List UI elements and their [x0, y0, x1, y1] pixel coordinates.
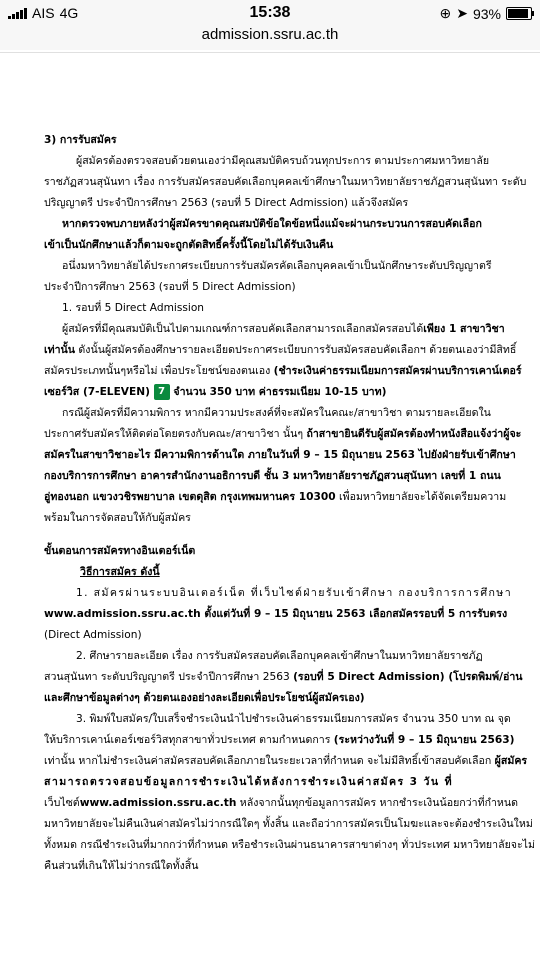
doc-line: ผู้สมัครต้องตรวจสอบด้วยตนเองว่ามีคุณสมบัติครบถ้วนทุกประการ ตามประกาศมหาวิทยาลัย [76, 155, 490, 167]
doc-text-bold: จำนวน 350 บาท ค่าธรรมเนียม 10-15 บาท) [173, 386, 387, 398]
doc-text-bold: ผู้สมัคร [494, 755, 528, 767]
battery-fill [508, 9, 528, 18]
status-bar [0, 0, 540, 28]
doc-text: ดังนั้นผู้สมัครต้องศึกษารายละเอียดประกาศระเบียบการรับสมัครสอบคัดเลือกฯ ด้วยตนเองว่ามีสิทธิ์ [78, 344, 517, 356]
battery-percent: 93% [472, 5, 501, 22]
step-line: คืนส่วนที่เกินให้ไม่ว่ากรณีใดทั้งสิ้น [44, 860, 199, 872]
document-body [0, 130, 540, 877]
doc-line [0, 424, 540, 445]
doc-line: อนึ่งมหาวิทยาลัยได้ประกาศระเบียบการรับสมัครคัดเลือกบุคคลเข้าเป็นนักศึกษาระดับปริญญาตรี [62, 260, 492, 272]
doc-line: กรณีผู้สมัครที่มีความพิการ หากมีความประสงค์ที่จะสมัครในคณะ/สาขาวิชา ตามรายละเอียดใน [62, 407, 491, 419]
doc-line: สมัครในสาขาวิชาอะไร มีความพิการด้านใด ภายในวันที่ 9 – 15 มิถุนายน 2563 ไปยังฝ่ายรับเข้าศึกษา [44, 449, 516, 461]
step-line [0, 751, 540, 772]
doc-line [0, 487, 540, 508]
doc-text: เท่านั้น หากไม่ชำระเงินค่าสมัครสอบคัดเลือกภายในระยะเวลาที่กำหนด จะไม่มีสิทธิ์เข้าสอบคัดเลือก [44, 755, 492, 767]
doc-text-bold: (ชำระเงินค่าธรรมเนียมการสมัครผ่านบริการเคาน์เตอร์ [273, 365, 522, 377]
step-line: และศึกษาข้อมูลต่างๆ ด้วยตนเองอย่างละเอียดเพื่อประโยชน์ผู้สมัครเอง) [44, 692, 365, 704]
toolbar-divider [0, 52, 540, 53]
method-heading: วิธีการสมัคร ดังนี้ [80, 566, 160, 578]
doc-line [0, 382, 540, 403]
doc-line: พร้อมในการจัดสอบให้กับผู้สมัคร [44, 512, 191, 524]
doc-line: ปริญญาตรี ประจำปีการศึกษา 2563 (รอบที่ 5 Direct Admission) แล้วจึงสมัคร [44, 197, 409, 209]
battery-icon [506, 7, 532, 20]
doc-text: สวนสุนันทา ระดับปริญญาตรี ประจำปีการศึกษา 2563 [44, 671, 290, 683]
step-line: 2. ศึกษารายละเอียด เรื่อง การรับสมัครสอบคัดเลือกบุคคลเข้าศึกษาในมหาวิทยาลัยราชภัฏ [76, 650, 483, 662]
warning-line: เข้าเป็นนักศึกษาแล้วก็ตามจะถูกตัดสิทธิ์ครั้งนี้โดยไม่ได้รับเงินคืน [44, 239, 334, 251]
carrier-label: AIS [32, 5, 55, 21]
step-line: สามารถตรวจสอบข้อมูลการชำระเงินได้หลังการชำระเงินค่าสมัคร 3 วัน ที่ [44, 776, 453, 788]
step-line [0, 667, 540, 688]
url-text: admission.ssru.ac.th [201, 26, 339, 43]
network-label: 4G [59, 5, 79, 21]
doc-text: เว็บไซต์ [44, 797, 80, 809]
step-line [0, 730, 540, 751]
clock: 15:38 [249, 4, 291, 21]
doc-text-bold: เพียง 1 สาขาวิชา [423, 323, 505, 335]
doc-text: สมัครประเภทนั้นๆหรือไม่ เพื่อประโยชน์ของตนเอง [44, 365, 271, 377]
doc-line: กองบริการการศึกษา อาคารสำนักงานอธิการบดี ชั้น 3 มหาวิทยาลัยราชภัฏสวนสุนันทา เลขที่ 1 ถนน [44, 470, 501, 482]
doc-line: ราชภัฏสวนสุนันทา เรื่อง การรับสมัครสอบคัดเลือกบุคคลเข้าศึกษาในมหาวิทยาลัยราชภัฏสวนสุนันทา ระดับ [44, 176, 527, 188]
location-arrow-icon: ➤ [456, 5, 468, 21]
procedure-heading: ขั้นตอนการสมัครทางอินเตอร์เน็ต [44, 545, 196, 557]
step-line: 3. พิมพ์ใบสมัคร/ใบเสร็จชำระเงินนำไปชำระเงินค่าธรรมเนียมการสมัคร จำนวน 350 บาท ณ จุด [76, 713, 511, 725]
doc-text-bold: (ระหว่างวันที่ 9 – 15 มิถุนายน 2563) [333, 734, 515, 746]
doc-text: หลังจากนั้นทุกข้อมูลการสมัคร หากชำระเงินน้อยกว่าที่กำหนด [239, 797, 519, 809]
doc-text-bold: ถ้าสาขายินดีรับผู้สมัครต้องทำหนังสือแจ้งว่าผู้จะ [306, 428, 522, 440]
step-line: ทั้งหมด กรณีชำระเงินที่มากกว่าที่กำหนด หรือชำระเงินผ่านธนาคารสาขาต่างๆ ทั่วประเทศ มหาวิทยาลัยจะไม่ [44, 839, 535, 851]
step-line: มหาวิทยาลัยจะไม่คืนเงินค่าสมัครไม่ว่ากรณีใดๆ ทั้งสิ้น และถือว่าการสมัครเป็นโมฆะและจะต้องชำระเงินใหม่ [44, 818, 533, 830]
doc-text: ให้บริการเคาน์เตอร์เซอร์วิสทุกสาขาทั่วประเทศ ตามกำหนดการ [44, 734, 331, 746]
doc-line: ประจำปีการศึกษา 2563 (รอบที่ 5 Direct Admission) [44, 281, 296, 293]
doc-link-text: www.admission.ssru.ac.th [79, 797, 237, 809]
doc-line [0, 361, 540, 382]
step-line: (Direct Admission) [44, 629, 142, 641]
doc-text-bold: เท่านั้น [44, 344, 76, 356]
doc-text-bold: อู่ทองนอก แขวงวชิรพยาบาล เขตดุสิต กรุงเทพมหานคร 10300 [44, 491, 336, 503]
doc-text-bold: เซอร์วิส (7-ELEVEN) [44, 386, 150, 398]
step-line: www.admission.ssru.ac.th ตั้งแต่วันที่ 9 – 15 มิถุนายน 2563 เลือกสมัครรอบที่ 5 การรับตรง [44, 608, 508, 620]
doc-text: ประกาศรับสมัครให้ติดต่อโดยตรงกับคณะ/สาขาวิชา นั้นๆ [44, 428, 304, 440]
section-heading: 3) การรับสมัคร [44, 134, 117, 146]
spacer [0, 529, 540, 541]
doc-text-bold: (รอบที่ 5 Direct Admission) (โปรดพิมพ์/อ่าน [293, 671, 523, 683]
address-bar[interactable] [0, 28, 540, 50]
status-right [440, 5, 533, 22]
doc-text: ผู้สมัครที่มีคุณสมบัติเป็นไปตามเกณฑ์การสอบคัดเลือกสามารถเลือกสมัครสอบได้ [62, 323, 424, 335]
lock-rotation-icon: ⊕ [439, 5, 452, 21]
warning-line: หากตรวจพบภายหลังว่าผู้สมัครขาดคุณสมบัติข้อใดข้อหนึ่งแม้จะผ่านกระบวนการสอบคัดเลือก [62, 218, 482, 230]
doc-line [0, 340, 540, 361]
subsection-heading: 1. รอบที่ 5 Direct Admission [62, 302, 205, 314]
step-line: 1. สมัครผ่านระบบอินเตอร์เน็ต ที่เว็บไซต์ฝ่ายรับเข้าศึกษา กองบริการการศึกษา [76, 587, 513, 599]
doc-text: เพื่อมหาวิทยาลัยจะได้จัดเตรียมความ [338, 491, 507, 503]
step-line [0, 793, 540, 814]
doc-line [0, 319, 540, 340]
seven-eleven-logo-icon: 7 [154, 384, 170, 400]
